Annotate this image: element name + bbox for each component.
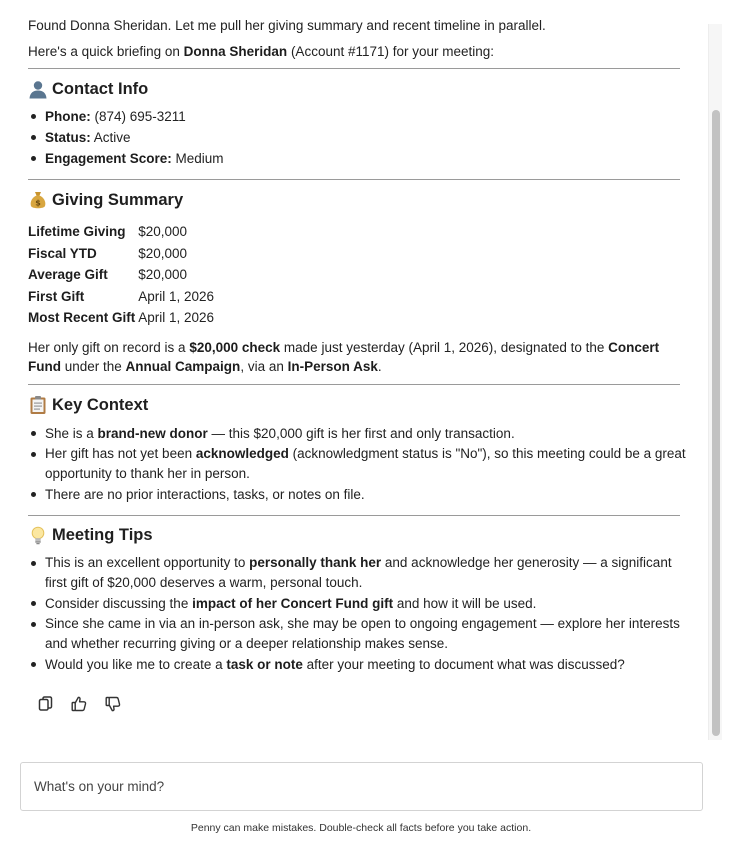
list-item: Consider discussing the impact of her Concert Fund gift and how it will be used. (28, 593, 688, 614)
table-row: First Gift April 1, 2026 (28, 288, 215, 304)
list-item: Phone: (874) 695-3211 (28, 106, 688, 127)
like-button[interactable] (70, 696, 88, 714)
key-context-list (28, 423, 688, 505)
svg-text:$: $ (35, 198, 41, 208)
disclaimer-text: Penny can make mistakes. Double-check all facts before you take action. (190, 822, 532, 834)
list-item: Status: Active (28, 127, 688, 148)
money-bag-icon (28, 190, 48, 210)
meeting-tips-heading: Meeting Tips (28, 524, 153, 546)
list-item: There are no prior interactions, tasks, or notes on file. (28, 484, 688, 505)
table-row: Average Gift $20,000 (28, 267, 188, 283)
list-item: Her gift has not yet been acknowledged (acknowledgment status is "No"), so this meeting could be a great opportunity to thank her in person. (28, 444, 688, 484)
key-context-heading: Key Context (28, 394, 148, 416)
meeting-tips-list (28, 553, 688, 675)
chat-input[interactable] (21, 763, 702, 810)
divider (28, 68, 680, 69)
chat-composer[interactable] (20, 762, 703, 811)
copy-icon (38, 696, 53, 715)
contact-info-heading: Contact Info (28, 78, 148, 100)
message-actions (36, 696, 122, 714)
table-row: Lifetime Giving $20,000 (28, 224, 188, 239)
contact-info-list (28, 106, 688, 169)
list-item: Engagement Score: Medium (28, 148, 688, 169)
intro-partial-text: Found Donna Sheridan. Let me pull her giving summary and recent timeline in parallel. (28, 18, 546, 33)
person-silhouette-icon (28, 79, 48, 99)
donor-name: Donna Sheridan (183, 44, 288, 59)
thumbs-down-icon (105, 696, 121, 715)
divider (28, 515, 680, 516)
list-item: She is a brand-new donor — this $20,000 gift is her first and only transaction. (28, 423, 688, 444)
table-row: Fiscal YTD $20,000 (28, 245, 188, 261)
divider (28, 384, 680, 385)
list-item: This is an excellent opportunity to personally thank her and acknowledge her generosity — a significant first gift of $20,000 deserves a warm, personal touch. (28, 553, 688, 593)
table-row: Most Recent Gift April 1, 2026 (28, 310, 215, 326)
scrollbar-thumb[interactable] (712, 110, 720, 736)
copy-button[interactable] (36, 696, 54, 714)
list-item: Would you like me to create a task or note after your meeting to document what was discussed? (28, 654, 688, 675)
thumbs-up-icon (71, 696, 87, 715)
clipboard-icon (28, 395, 48, 415)
divider (28, 179, 680, 180)
list-item: Since she came in via an in-person ask, she may be open to ongoing engagement — explore her interests and whether recurring giving or a deeper relationship makes sense. (28, 614, 688, 654)
intro-text: Here's a quick briefing on Donna Sheridan (Account #1171) for your meeting: (28, 44, 495, 59)
dislike-button[interactable] (104, 696, 122, 714)
giving-summary-heading: $ Giving Summary (28, 189, 183, 211)
giving-summary-table (28, 221, 214, 329)
gift-note: Her only gift on record is a $20,000 check made just yesterday (April 1, 2026), designated to the Concert Fund under the Annual Campaign, via an In-Person Ask. (28, 340, 660, 374)
lightbulb-icon (28, 525, 48, 545)
